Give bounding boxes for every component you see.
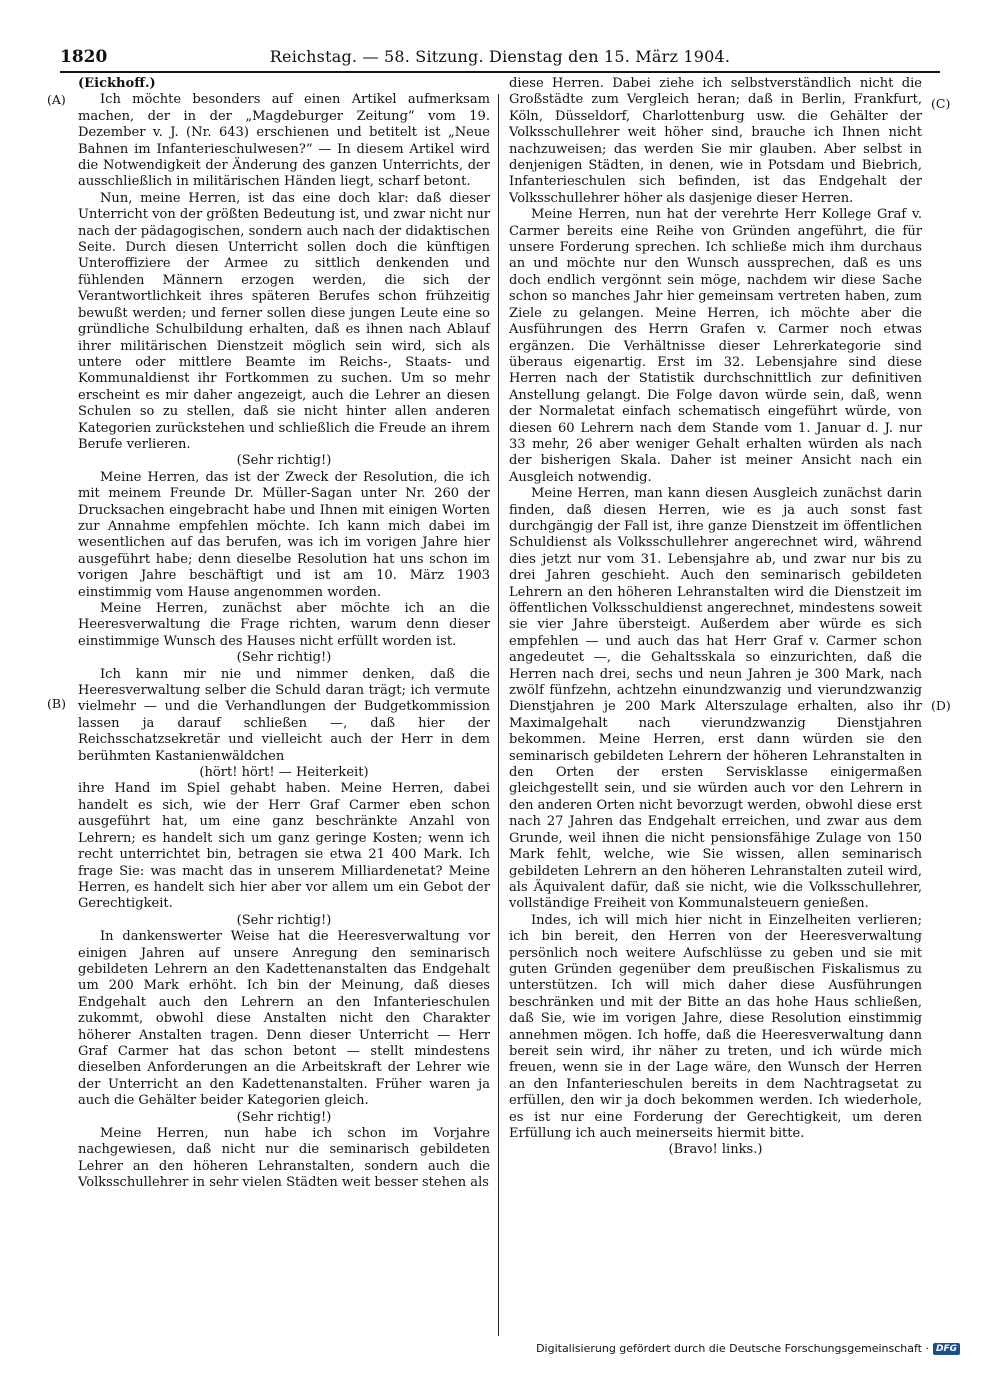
margin-marker-d: (D) <box>931 698 951 713</box>
interjection: (Sehr richtig!) <box>236 1109 332 1125</box>
paragraph: Meine Herren, nun habe ich schon im Vorjahre nachgewiesen, daß nicht nur die seminarisch gebildeten Lehrer an den höheren Lehranstalten, sondern auch die Volksschullehrer in sehr vielen Städten weit besser stehen als <box>78 1126 490 1191</box>
page-number: 1820 <box>60 47 108 67</box>
paragraph: ihre Hand im Spiel gehabt haben. Meine Herren, dabei handelt es sich, wie der Herr Graf Carmer eben schon ausgeführt hat, um eine ganz beschränkte Anzahl von Lehrern; es handelt sich um ganz geringe Kosten; wenn ich recht unterrichtet bin, betragen sie etwa 21 400 Mark. Ich frage Sie: was macht das in unserem Milliardenetat? Meine Herren, es handelt sich hier aber vor allem um ein Gebot der Gerechtigkeit. <box>78 781 490 912</box>
header-rule <box>60 71 940 73</box>
dfg-logo: DFG <box>933 1343 960 1355</box>
paragraph: Nun, meine Herren, ist das eine doch klar: daß dieser Unterricht von der größten Bedeutung ist, und zwar nicht nur nach der pädagogischen, sondern auch nach der didaktischen Seite. Durch diesen Unterricht sollen doch die künftigen Unteroffiziere der Armee zu sittlich denkenden und fühlenden Männern erzogen werden, die sich der Verantwortlichkeit ihres späteren Berufes schon frühzeitig bewußt werden; und ferner sollen diese jungen Leute eine so gründliche Schulbildung erhalten, daß es ihnen nach Ablauf ihrer militärischen Dienstzeit möglich sein wird, sich als untere oder mittlere Beamte im Reichs-, Staats- und Kommunaldienst ihr Fortkommen zu suchen. Um so mehr erscheint es mir daher angezeigt, auch die Lehrer an diesen Schulen so zu stellen, daß sie nicht hinter allen anderen Kategorien zurückstehen und schließlich die Freude an ihrem Berufe verlieren. <box>78 190 490 452</box>
paragraph: Indes, ich will mich hier nicht in Einzelheiten verlieren; ich bin bereit, den Herren von der Heeresverwaltung persönlich noch weitere Aufschlüsse zu geben und sie mit guten Gründen gegenüber dem preußischen Fiskalismus zu unterstützen. Ich will mich daher diese Ausführungen beschränken und mit der Bitte an das hohe Haus schließen, daß Sie, wie im vorigen Jahre, diese Resolution einstimmig annehmen mögen. Ich hoffe, daß die Heeresverwaltung dann bereit sein wird, ihr näher zu treten, und ich würde mich freuen, wenn sie in der Lage wäre, den Wunsch der Herren an den Infanterieschulen bereits in dem Nachtragsetat zu erfüllen, den wir ja doch bekommen werden. Ich wiederhole, es ist nur eine Forderung der Gerechtigkeit, um deren Erfüllung ich auch meinerseits hiermit bitte. <box>509 912 922 1141</box>
paragraph: diese Herren. Dabei ziehe ich selbstverständlich nicht die Großstädte zum Vergleich heran; daß in Berlin, Frankfurt, Köln, Düsseldorf, Charlottenburg usw. die Gehälter der Volksschullehrer weit höher sind, brauche ich Ihnen nicht nachzuweisen; das werden Sie mir glauben. Aber selbst in denjenigen Städten, in denen, wie in Potsdam und Biebrich, Infanterieschulen sich befinden, ist das Endgehalt der Volksschullehrer höher als dasjenige dieser Herren. <box>509 76 922 206</box>
left-column <box>78 76 490 1192</box>
paragraph: Meine Herren, das ist der Zweck der Resolution, die ich mit meinem Freunde Dr. Müller-Sagan unter Nr. 260 der Drucksachen eingebracht habe und Ihnen mit einigen Worten zur Annahme empfehlen möchte. Ich kann mich dabei im wesentlichen auf das berufen, was ich im vorigen Jahre hier ausgeführt habe; denn dieselbe Resolution hat uns schon im vorigen Jahre beschäftigt und ist am 10. März 1903 einstimmig vom Hause angenommen worden. <box>78 469 490 600</box>
page-header <box>60 47 940 71</box>
interjection: (Sehr richtig!) <box>236 453 332 469</box>
speaker-label: (Eickhoff.) <box>78 76 156 91</box>
paragraph: Meine Herren, zunächst aber möchte ich an die Heeresverwaltung die Frage richten, warum denn dieser einstimmige Wunsch des Hauses nicht erfüllt worden ist. <box>78 601 490 649</box>
paragraph: Meine Herren, man kann diesen Ausgleich zunächst darin finden, daß diesen Herren, wie es ja auch sonst fast durchgängig der Fall ist, ihre ganze Dienstzeit im öffentlichen Schuldienst als Volksschullehrer angerechnet wird, während dies jetzt nur vom 31. Lebensjahre ab, und zwar nur bis zu drei Jahren geschieht. Auch den seminarisch gebildeten Lehrern an den höheren Lehranstalten wird die Dienstzeit im öffentlichen Volksschuldienst angerechnet, mindestens soweit sie vier Jahre übersteigt. Außerdem aber würde es sich empfehlen — und auch das hat Herr Graf v. Carmer schon angedeutet —, die Gehaltsskala so einzurichten, daß die Herren nach drei, sechs und neun Jahren je 300 Mark, nach zwölf fünfzehn, achtzehn einundzwanzig und vierundzwanzig Dienstjahren je 200 Mark Alterszulage erhalten, also ihr Maximalgehalt nach vierundzwanzig Dienstjahren bekommen. Meine Herren, erst dann würden sie den seminarisch gebildeten Lehrern der höheren Lehranstalten in den Orten der ersten Servisklasse einigermaßen gleichgestellt sein, und sie würden auch vor den Lehrern in den anderen Orten nicht bevorzugt werden, obwohl diese erst nach 27 Jahren das Endgehalt erreichen, und zwar aus dem Grunde, weil ihnen die nicht pensionsfähige Zulage von 150 Mark fehlt, welche, wie Sie wissen, allen seminarisch gebildeten Lehrern an den höheren Lehranstalten zuteil wird, als Äquivalent dafür, daß sie nicht, wie die Volksschullehrer, vollständige Freiheit von Kommunalsteuern genießen. <box>509 486 922 912</box>
margin-marker-a: (A) <box>47 92 66 107</box>
margin-marker-c: (C) <box>931 96 951 111</box>
interjection: (Sehr richtig!) <box>236 912 332 928</box>
running-head: Reichstag. — 58. Sitzung. Dienstag den 15. März 1904. <box>269 47 731 66</box>
interjection: (Bravo! links.) <box>668 1142 763 1158</box>
margin-marker-b: (B) <box>47 696 66 711</box>
footer-credit: Digitalisierung gefördert durch die Deutsche Forschungsgemeinschaft · <box>536 1342 929 1355</box>
paragraph: Meine Herren, nun hat der verehrte Herr Kollege Graf v. Carmer bereits eine Reihe von Gründen angeführt, die für unsere Forderung sprechen. Ich schließe mich ihm durchaus an und möchte nur den Wunsch aussprechen, daß es uns doch endlich vergönnt sein möge, nachdem wir diese Sache schon so manches Jahr hier gemeinsam vertreten haben, zum Ziele zu gelangen. Meine Herren, ich möchte aber die Ausführungen des Herrn Grafen v. Carmer noch etwas ergänzen. Die Verhältnisse dieser Lehrerkategorie sind überaus eigenartig. Erst im 32. Lebensjahre sind diese Herren nach der Statistik durchschnittlich zur definitiven Anstellung gelangt. Die Folge davon würde sein, daß, wenn der Normaletat einfach schematisch eingeführt würde, von diesen 60 Lehrern nach dem Stande vom 1. Januar d. J. nur 33 mehr, 26 aber weniger Gehalt erhalten würden als nach der bisherigen Skala. Daher ist meiner Ansicht nach ein Ausgleich notwendig. <box>509 207 922 485</box>
right-column <box>509 76 922 1159</box>
column-divider <box>498 94 499 1336</box>
paragraph: Ich kann mir nie und nimmer denken, daß die Heeresverwaltung selber die Schuld daran trägt; ich vermute vielmehr — und die Verhandlungen der Budgetkommission lassen ja darauf schließen —, daß hier der Reichsschatzsekretär und vielleicht auch der Herr in dem berühmten Kastanienwäldchen <box>78 666 490 764</box>
interjection: (hört! hört! — Heiterkeit) <box>199 765 369 781</box>
footer <box>536 1342 960 1355</box>
paragraph: Ich möchte besonders auf einen Artikel aufmerksam machen, der in der „Magdeburger Zeitung“ vom 19. Dezember v. J. (Nr. 643) erschienen und betitelt ist „Neue Bahnen im Infanterieschulwesen?“ — In diesem Artikel wird die Notwendigkeit der Änderung des ganzen Unterrichts, der ausschließlich in militärischen Händen liegt, scharf betont. <box>78 92 490 190</box>
paragraph: In dankenswerter Weise hat die Heeresverwaltung vor einigen Jahren auf unsere Anregung den seminarisch gebildeten Lehrern an den Kadettenanstalten das Endgehalt um 200 Mark erhöht. Ich bin der Meinung, daß dieses Endgehalt auch den Lehrern an den Infanterieschulen zukommt, obwohl diese Anstalten nicht den Charakter höherer Anstalten tragen. Denn dieser Unterricht — Herr Graf Carmer hat das schon betont — stellt mindestens dieselben Anforderungen an die Arbeitskraft der Lehrer wie der Unterricht an den Kadettenanstalten. Früher waren ja auch die Gehälter beider Kategorien gleich. <box>78 929 490 1109</box>
interjection: (Sehr richtig!) <box>236 650 332 666</box>
